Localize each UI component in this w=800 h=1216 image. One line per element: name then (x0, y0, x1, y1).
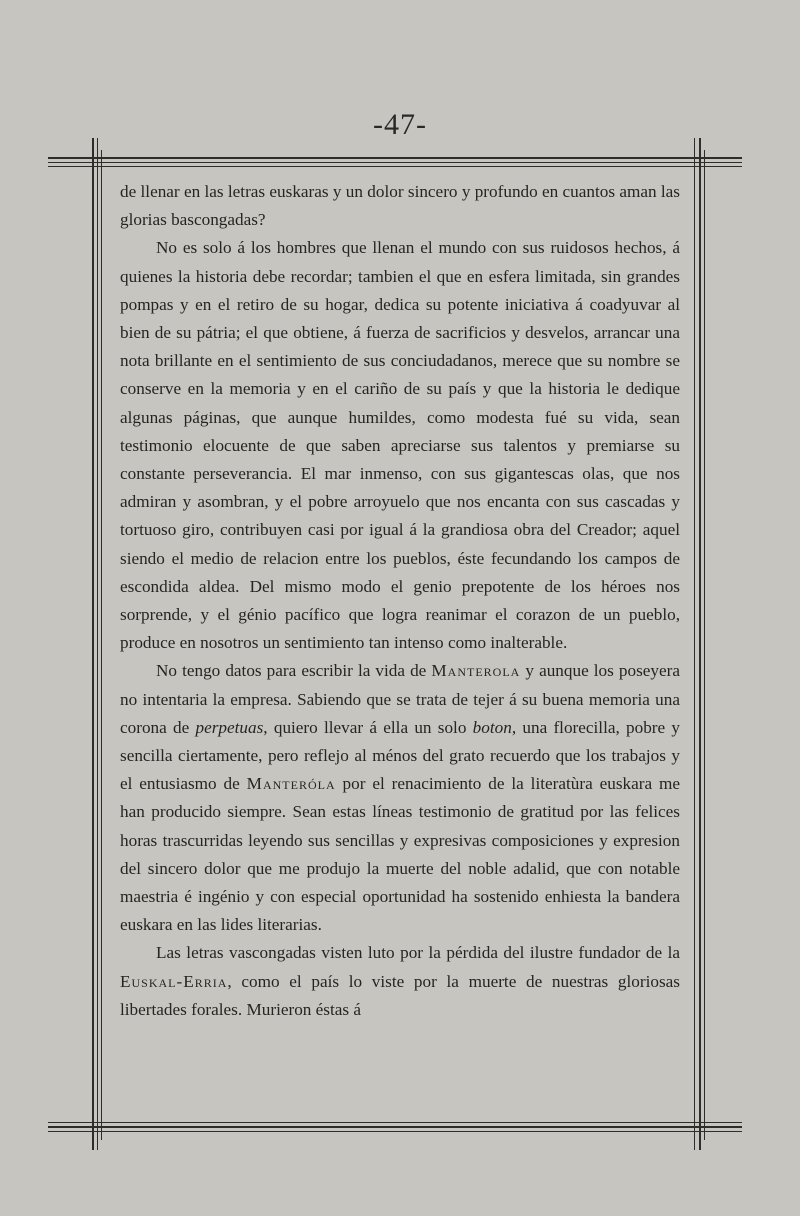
paragraph-3-part: No tengo datos para escribir la vida de (156, 661, 432, 681)
paragraph-4-part: , como el país lo viste por la muerte de nuestras gloriosas libertades forales. Murieron éstas á (120, 971, 680, 1019)
frame-left-line-3 (101, 150, 102, 1140)
name-manterola-2: Manteróla (246, 774, 336, 794)
frame-top-rule-inner (48, 162, 742, 163)
paragraph-3-part: y aunque los poseyera no intentaria la empresa. Sabiendo que se trata de tejer á su buena memoria una corona de (120, 661, 680, 737)
name-euskal-erria: Euskal-Erria (120, 971, 228, 991)
name-manterola: Manterola (431, 661, 521, 681)
frame-bottom-rule-inner (48, 1126, 742, 1128)
frame-right-line-3 (704, 150, 705, 1140)
paragraph-1: de llenar en las letras euskaras y un dolor sincero y profundo en cuantos aman las glorias bascongadas? (120, 182, 680, 230)
paragraph-3-part: por el renacimiento de la literatùra euskara me han producido siempre. Sean estas líneas testimonio de gratitud por las felices horas trascurridas leyendo sus sencillas y expresivas composiciones y expresion del sincero dolor que me produjo la muerte del noble adalid, que con notable maestria é ingénio y con especial oportunidad ha sostenido enhiesta la bandera euskara en las lides literarias. (120, 774, 680, 935)
frame-right-line-2 (699, 138, 701, 1150)
frame-bottom-rule-thin (48, 1131, 742, 1132)
text-block (120, 178, 680, 1024)
frame-right-line-1 (694, 138, 695, 1150)
frame-top-rule-outer (48, 157, 742, 159)
italic-perpetuas: perpetuas (195, 717, 264, 737)
paragraph-4 (120, 939, 680, 1024)
paragraph-4-part: Las letras vascongadas visten luto por la pérdida del ilustre fundador de la (156, 943, 680, 963)
frame-left-line-2 (97, 138, 98, 1150)
frame-top-rule-thin (48, 166, 742, 167)
frame-left-line-1 (92, 138, 94, 1150)
italic-boton: boton (472, 717, 512, 737)
paragraph-3-part: , una florecilla, pobre y sencilla ciertamente, pero reflejo al ménos del grato recuerdo que los trabajos y el entusiasmo de (120, 717, 680, 794)
paragraph-3 (120, 657, 680, 939)
page-number: -47- (373, 108, 427, 141)
paragraph-2: No es solo á los hombres que llenan el mundo con sus ruidosos hechos, á quienes la historia debe recordar; tambien el que en esfera limitada, sin grandes pompas y en el retiro de su hogar, dedica su potente iniciativa á coadyuvar al bien de su pátria; el que obtiene, á fuerza de sacrificios y desvelos, arrancar una nota brillante en el sentimiento de sus conciudadanos, merece que su nombre se conserve en la memoria y en el cariño de su país y que la historia le dedique algunas páginas, que aunque humildes, como modesta fué su vida, sean testimonio elocuente de que saben apreciarse sus talentos y premiarse su constante perseverancia. El mar inmenso, con sus gigantescas olas, que nos admiran y asombran, y el pobre arroyuelo que nos encanta con sus cascadas y tortuoso giro, contribuyen casi por igual á la grandiosa obra del Creador; aquel siendo el medio de relacion entre los pueblos, éste fecundando los campos de escondida aldea. Del mismo modo el genio prepotente de los héroes nos sorprende, y el génio pacífico que logra reanimar el corazon de un pueblo, produce en nosotros un sentimiento tan intenso como inalterable. (120, 238, 680, 653)
paragraph-3-part: , quiero llevar á ella un solo (263, 717, 473, 737)
frame-bottom-rule-outer (48, 1122, 742, 1123)
